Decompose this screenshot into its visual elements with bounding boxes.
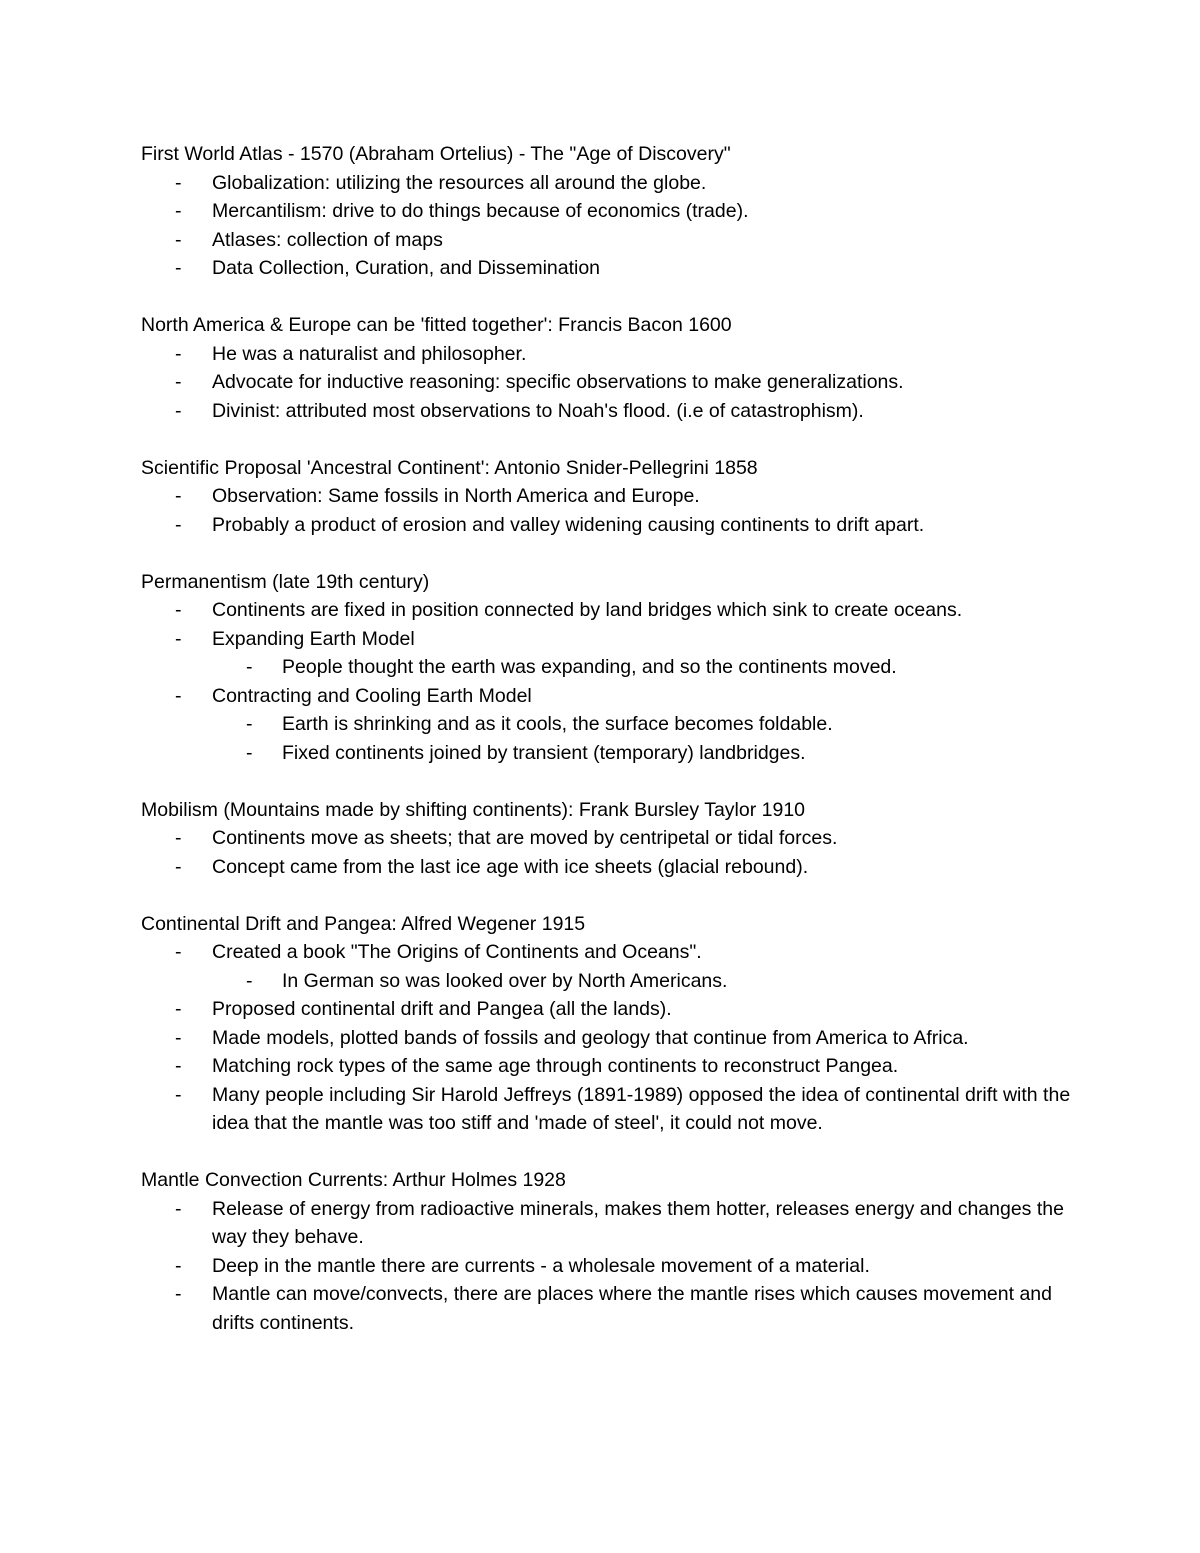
bullet-text: Release of energy from radioactive minerals, makes them hotter, releases energy and changes the way they behave. [212, 1197, 1064, 1248]
bullet-item [141, 397, 1081, 426]
sub-bullet-item [141, 653, 1081, 682]
section-heading: Permanentism (late 19th century) [141, 570, 430, 593]
sub-bullet-item [141, 967, 1081, 996]
bullet-text: Globalization: utilizing the resources all around the globe. [212, 171, 707, 194]
dash-bullet: - [175, 1254, 182, 1277]
section-mobilism [141, 796, 1081, 882]
dash-bullet: - [175, 1283, 182, 1305]
section-heading: Mobilism (Mountains made by shifting continents): Frank Bursley Taylor 1910 [141, 798, 806, 821]
sub-bullet-item [141, 739, 1081, 768]
bullet-text: Advocate for inductive reasoning: specific observations to make generalizations. [212, 371, 904, 393]
bullet-item [141, 1195, 1081, 1252]
bullet-item [141, 625, 1081, 654]
bullet-text: He was a naturalist and philosopher. [212, 342, 527, 365]
dash-bullet: - [175, 1055, 182, 1077]
section-heading: Scientific Proposal 'Ancestral Continent': Antonio Snider-Pellegrini 1858 [141, 456, 758, 479]
bullet-text: Divinist: attributed most observations to Noah's flood. (i.e of catastrophism). [212, 399, 864, 422]
section-mantle-convection [141, 1166, 1081, 1337]
bullet-text: Fixed continents joined by transient (temporary) landbridges. [282, 741, 806, 764]
section-heading: North America & Europe can be 'fitted together': Francis Bacon 1600 [141, 314, 732, 336]
bullet-item [141, 1024, 1081, 1053]
dash-bullet: - [175, 1197, 182, 1220]
bullet-text: Concept came from the last ice age with ice sheets (glacial rebound). [212, 855, 809, 878]
dash-bullet: - [175, 257, 182, 279]
dash-bullet: - [175, 599, 182, 621]
bullet-text: Data Collection, Curation, and Dissemination [212, 257, 601, 279]
section-first-world-atlas [141, 140, 1081, 283]
dash-bullet: - [175, 200, 182, 222]
sub-bullet-item [141, 710, 1081, 739]
section-continental-drift [141, 910, 1081, 1138]
dash-bullet: - [175, 998, 182, 1020]
dash-bullet: - [175, 485, 182, 507]
section-permanentism [141, 568, 1081, 768]
dash-bullet: - [175, 827, 182, 849]
bullet-item [141, 511, 1081, 540]
bullet-text: Observation: Same fossils in North America and Europe. [212, 485, 700, 507]
bullet-item [141, 682, 1081, 711]
dash-bullet: - [175, 855, 182, 878]
bullet-item [141, 596, 1081, 625]
bullet-text: Proposed continental drift and Pangea (all the lands). [212, 998, 672, 1020]
section-heading: Continental Drift and Pangea: Alfred Wegener 1915 [141, 912, 586, 935]
bullet-text: Probably a product of erosion and valley widening causing continents to drift apart. [212, 513, 925, 536]
dash-bullet: - [175, 1026, 182, 1049]
bullet-item [141, 995, 1081, 1024]
bullet-item [141, 226, 1081, 255]
bullet-text: Continents are fixed in position connected by land bridges which sink to create oceans. [212, 599, 963, 621]
section-ancestral-continent [141, 454, 1081, 540]
bullet-item [141, 340, 1081, 369]
bullet-item [141, 1280, 1081, 1337]
bullet-item [141, 482, 1081, 511]
bullet-item [141, 1052, 1081, 1081]
dash-bullet: - [246, 969, 253, 992]
bullet-item [141, 368, 1081, 397]
bullet-item [141, 169, 1081, 198]
dash-bullet: - [246, 741, 253, 764]
bullet-text: Created a book "The Origins of Continents and Oceans". [212, 941, 702, 963]
bullet-text: Deep in the mantle there are currents - a wholesale movement of a material. [212, 1254, 870, 1277]
bullet-text: Matching rock types of the same age through continents to reconstruct Pangea. [212, 1055, 899, 1077]
bullet-text: Expanding Earth Model [212, 627, 415, 650]
bullet-item [141, 197, 1081, 226]
bullet-text: People thought the earth was expanding, and so the continents moved. [282, 656, 897, 678]
bullet-text: Contracting and Cooling Earth Model [212, 684, 532, 707]
bullet-item [141, 853, 1081, 882]
bullet-item [141, 938, 1081, 967]
bullet-item [141, 1081, 1081, 1138]
bullet-text: Earth is shrinking and as it cools, the surface becomes foldable. [282, 713, 833, 735]
document-page [141, 140, 1081, 1366]
dash-bullet: - [246, 656, 253, 678]
dash-bullet: - [175, 941, 182, 963]
dash-bullet: - [175, 1083, 182, 1106]
bullet-text: Continents move as sheets; that are moved by centripetal or tidal forces. [212, 827, 838, 849]
bullet-item [141, 1252, 1081, 1281]
section-francis-bacon [141, 311, 1081, 425]
section-heading: First World Atlas - 1570 (Abraham Ortelius) - The "Age of Discovery" [141, 143, 731, 165]
dash-bullet: - [175, 513, 182, 536]
bullet-text: Mercantilism: drive to do things because of economics (trade). [212, 200, 749, 222]
bullet-text: Mantle can move/convects, there are places where the mantle rises which causes movement and drifts continents. [212, 1283, 1052, 1334]
bullet-item [141, 254, 1081, 283]
bullet-item [141, 824, 1081, 853]
dash-bullet: - [175, 684, 182, 707]
dash-bullet: - [175, 371, 182, 393]
dash-bullet: - [175, 627, 182, 650]
dash-bullet: - [175, 399, 182, 422]
dash-bullet: - [175, 342, 182, 365]
bullet-text: Atlases: collection of maps [212, 228, 443, 251]
section-heading: Mantle Convection Currents: Arthur Holmes 1928 [141, 1169, 566, 1191]
bullet-text: Made models, plotted bands of fossils and geology that continue from America to Africa. [212, 1026, 969, 1049]
dash-bullet: - [246, 713, 253, 735]
bullet-text: In German so was looked over by North Americans. [282, 969, 728, 992]
bullet-text: Many people including Sir Harold Jeffreys (1891-1989) opposed the idea of continental drift with the idea that the mantle was too stiff and 'made of steel', it could not move. [212, 1083, 1071, 1134]
dash-bullet: - [175, 228, 182, 251]
dash-bullet: - [175, 171, 182, 194]
